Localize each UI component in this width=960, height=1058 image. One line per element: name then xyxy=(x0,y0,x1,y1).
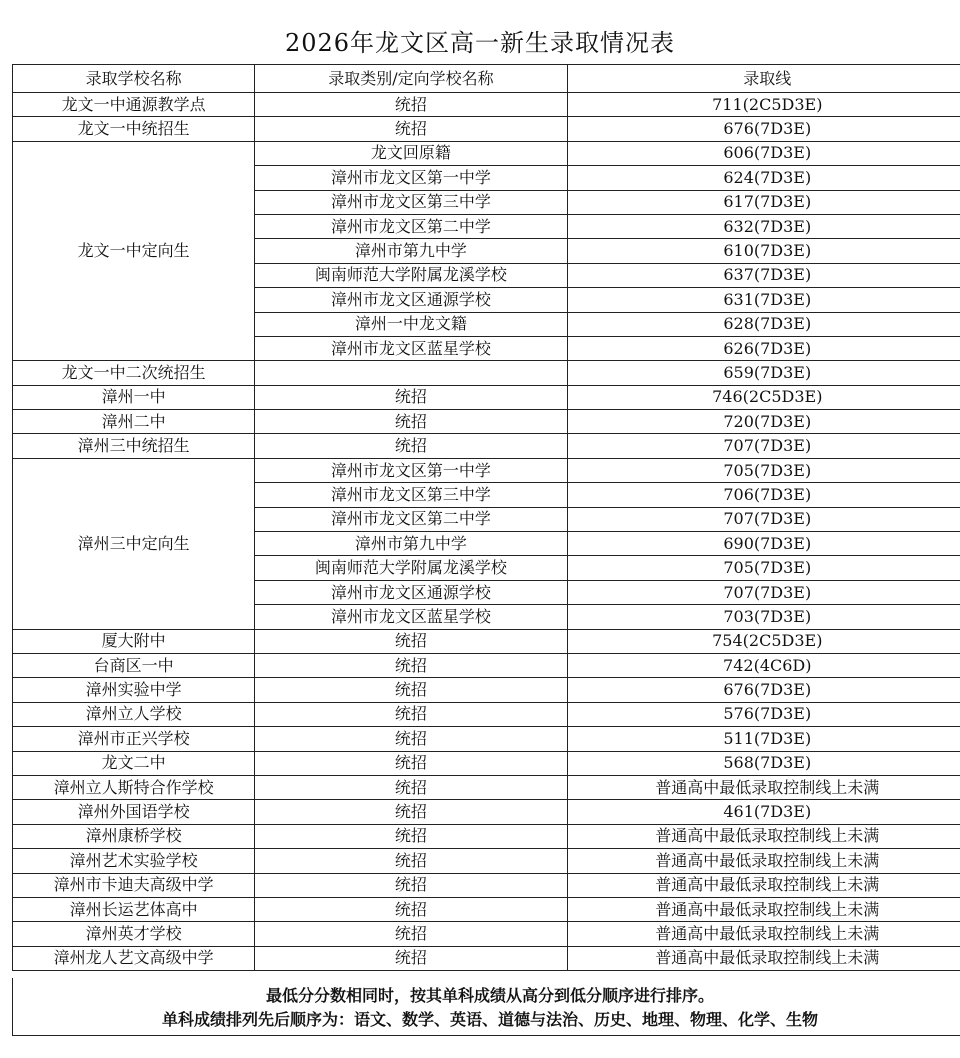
score-cell: 632(7D3E) xyxy=(567,214,960,238)
category-cell: 统招 xyxy=(255,751,567,775)
score-cell: 610(7D3E) xyxy=(567,239,960,263)
category-cell: 统招 xyxy=(255,702,567,726)
category-cell: 漳州市龙文区蓝星学校 xyxy=(255,605,567,629)
category-cell: 统招 xyxy=(255,117,567,141)
score-cell: 511(7D3E) xyxy=(567,727,960,751)
category-cell: 漳州市龙文区蓝星学校 xyxy=(255,336,567,360)
category-cell: 统招 xyxy=(255,93,567,117)
category-cell: 闽南师范大学附属龙溪学校 xyxy=(255,556,567,580)
table-row xyxy=(13,775,960,799)
school-name-cell: 龙文一中二次统招生 xyxy=(13,361,255,385)
school-name-cell: 漳州市正兴学校 xyxy=(13,727,255,751)
score-cell: 676(7D3E) xyxy=(567,117,960,141)
category-cell: 漳州市龙文区通源学校 xyxy=(255,580,567,604)
category-cell: 漳州市龙文区第一中学 xyxy=(255,166,567,190)
category-cell: 漳州市龙文区第二中学 xyxy=(255,214,567,238)
score-cell: 707(7D3E) xyxy=(567,580,960,604)
category-cell: 漳州市第九中学 xyxy=(255,532,567,556)
school-name-cell: 漳州长运艺体高中 xyxy=(13,897,255,921)
school-name-cell: 漳州龙人艺文高级中学 xyxy=(13,946,255,970)
school-name-cell: 漳州一中 xyxy=(13,385,255,409)
score-cell: 624(7D3E) xyxy=(567,166,960,190)
table-row xyxy=(13,93,960,117)
category-cell: 闽南师范大学附属龙溪学校 xyxy=(255,263,567,287)
category-cell: 漳州市龙文区通源学校 xyxy=(255,288,567,312)
table-row xyxy=(13,678,960,702)
score-cell: 617(7D3E) xyxy=(567,190,960,214)
table-row xyxy=(13,824,960,848)
score-cell: 720(7D3E) xyxy=(567,410,960,434)
school-name-cell: 龙文一中通源教学点 xyxy=(13,93,255,117)
score-cell: 637(7D3E) xyxy=(567,263,960,287)
school-name-cell: 漳州艺术实验学校 xyxy=(13,849,255,873)
table-title: 2026年龙文区高一新生录取情况表 xyxy=(284,29,676,57)
score-cell: 626(7D3E) xyxy=(567,336,960,360)
category-cell: 统招 xyxy=(255,849,567,873)
school-name-cell: 漳州三中统招生 xyxy=(13,434,255,458)
school-name-cell: 漳州二中 xyxy=(13,410,255,434)
score-cell: 普通高中最低录取控制线上未满 xyxy=(567,824,960,848)
category-cell: 龙文回原籍 xyxy=(255,141,567,165)
school-name-cell: 台商区一中 xyxy=(13,653,255,677)
category-cell: 漳州市龙文区第三中学 xyxy=(255,483,567,507)
category-cell: 漳州市龙文区第二中学 xyxy=(255,507,567,531)
table-row xyxy=(13,849,960,873)
category-cell: 统招 xyxy=(255,434,567,458)
note-line: 单科成绩排列先后顺序为：语文、数学、英语、道德与法治、历史、地理、物理、化学、生物 xyxy=(161,1010,818,1029)
table-row xyxy=(13,946,960,970)
school-name-cell: 漳州外国语学校 xyxy=(13,800,255,824)
category-cell: 漳州市龙文区第一中学 xyxy=(255,458,567,482)
table-row xyxy=(13,751,960,775)
school-name-cell: 漳州英才学校 xyxy=(13,922,255,946)
category-cell: 漳州一中龙文籍 xyxy=(255,312,567,336)
table-row xyxy=(13,702,960,726)
table-row xyxy=(13,434,960,458)
header-school: 录取学校名称 xyxy=(13,65,255,93)
category-cell: 统招 xyxy=(255,410,567,434)
header-row xyxy=(13,65,960,93)
school-name-cell: 漳州市卡迪夫高级中学 xyxy=(13,873,255,897)
score-cell: 628(7D3E) xyxy=(567,312,960,336)
score-cell: 705(7D3E) xyxy=(567,458,960,482)
table-row xyxy=(13,873,960,897)
score-cell: 746(2C5D3E) xyxy=(567,385,960,409)
category-cell: 统招 xyxy=(255,800,567,824)
admission-table xyxy=(12,64,960,971)
school-name-cell: 漳州立人学校 xyxy=(13,702,255,726)
table-row xyxy=(13,727,960,751)
score-cell: 690(7D3E) xyxy=(567,532,960,556)
table-row xyxy=(13,410,960,434)
table-row xyxy=(13,141,960,165)
header-category: 录取类别/定向学校名称 xyxy=(255,65,567,93)
category-cell: 统招 xyxy=(255,922,567,946)
category-cell: 统招 xyxy=(255,946,567,970)
category-cell: 漳州市第九中学 xyxy=(255,239,567,263)
category-cell xyxy=(255,361,567,385)
category-cell: 统招 xyxy=(255,629,567,653)
school-name-cell: 厦大附中 xyxy=(13,629,255,653)
score-cell: 711(2C5D3E) xyxy=(567,93,960,117)
school-name-cell: 漳州三中定向生 xyxy=(13,458,255,629)
score-cell: 703(7D3E) xyxy=(567,605,960,629)
category-cell: 统招 xyxy=(255,897,567,921)
score-cell: 576(7D3E) xyxy=(567,702,960,726)
score-cell: 普通高中最低录取控制线上未满 xyxy=(567,946,960,970)
table-row xyxy=(13,653,960,677)
category-cell: 统招 xyxy=(255,775,567,799)
score-cell: 659(7D3E) xyxy=(567,361,960,385)
score-cell: 606(7D3E) xyxy=(567,141,960,165)
category-cell: 统招 xyxy=(255,653,567,677)
school-name-cell: 龙文一中统招生 xyxy=(13,117,255,141)
score-cell: 普通高中最低录取控制线上未满 xyxy=(567,849,960,873)
category-cell: 统招 xyxy=(255,873,567,897)
category-cell: 统招 xyxy=(255,678,567,702)
table-row xyxy=(13,385,960,409)
score-cell: 754(2C5D3E) xyxy=(567,629,960,653)
notes-box xyxy=(12,978,960,1036)
school-name-cell: 漳州康桥学校 xyxy=(13,824,255,848)
category-cell: 统招 xyxy=(255,824,567,848)
table-row xyxy=(13,897,960,921)
school-name-cell: 漳州立人斯特合作学校 xyxy=(13,775,255,799)
score-cell: 706(7D3E) xyxy=(567,483,960,507)
table-row xyxy=(13,458,960,482)
score-cell: 普通高中最低录取控制线上未满 xyxy=(567,897,960,921)
category-cell: 统招 xyxy=(255,727,567,751)
table-body xyxy=(13,93,960,971)
score-cell: 普通高中最低录取控制线上未满 xyxy=(567,873,960,897)
score-cell: 461(7D3E) xyxy=(567,800,960,824)
score-cell: 676(7D3E) xyxy=(567,678,960,702)
school-name-cell: 龙文一中定向生 xyxy=(13,141,255,361)
category-cell: 统招 xyxy=(255,385,567,409)
category-cell: 漳州市龙文区第三中学 xyxy=(255,190,567,214)
table-row xyxy=(13,361,960,385)
score-cell: 普通高中最低录取控制线上未满 xyxy=(567,775,960,799)
score-cell: 568(7D3E) xyxy=(567,751,960,775)
score-cell: 631(7D3E) xyxy=(567,288,960,312)
table-row xyxy=(13,922,960,946)
school-name-cell: 龙文二中 xyxy=(13,751,255,775)
table-row xyxy=(13,117,960,141)
table-row xyxy=(13,629,960,653)
score-cell: 705(7D3E) xyxy=(567,556,960,580)
note-line: 最低分分数相同时，按其单科成绩从高分到低分顺序进行排序。 xyxy=(265,986,714,1005)
score-cell: 707(7D3E) xyxy=(567,434,960,458)
score-cell: 742(4C6D) xyxy=(567,653,960,677)
school-name-cell: 漳州实验中学 xyxy=(13,678,255,702)
score-cell: 普通高中最低录取控制线上未满 xyxy=(567,922,960,946)
header-score: 录取线 xyxy=(567,65,960,93)
table-row xyxy=(13,800,960,824)
score-cell: 707(7D3E) xyxy=(567,507,960,531)
